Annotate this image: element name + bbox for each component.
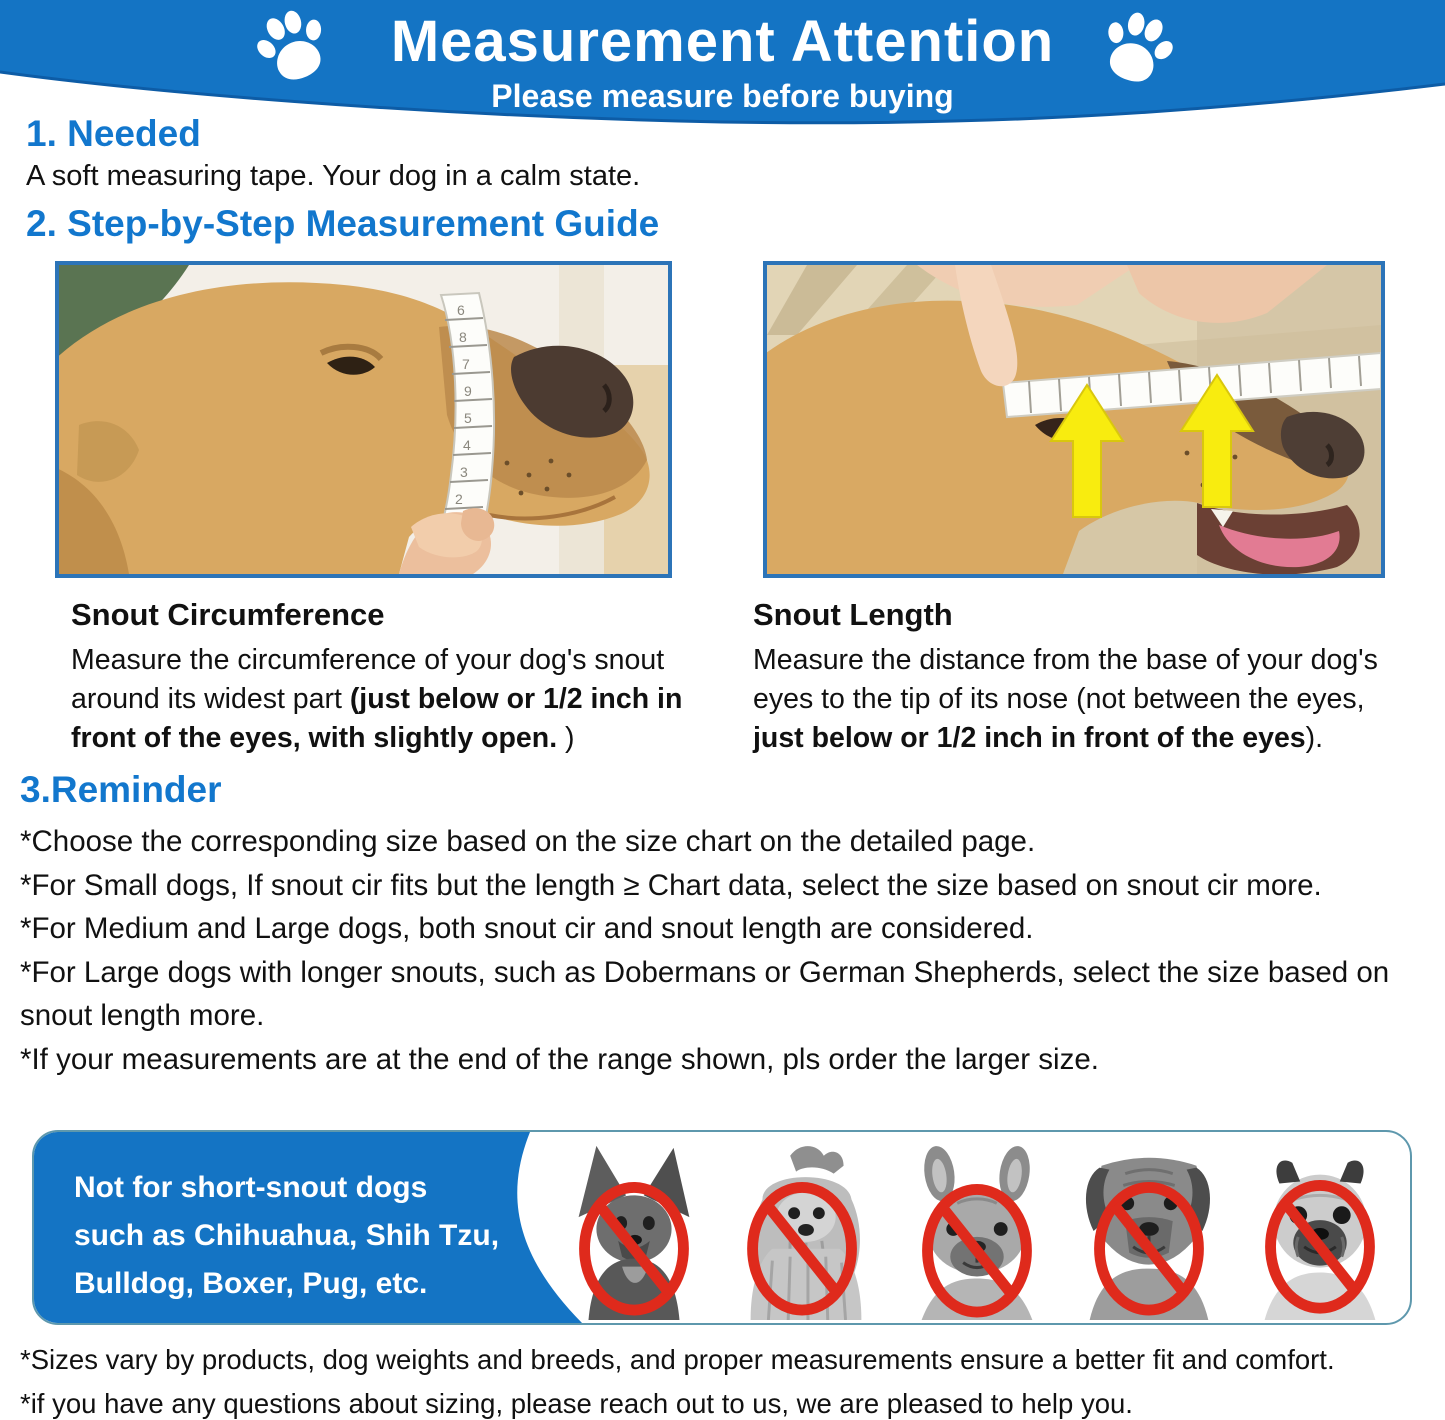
svg-text:8: 8 <box>459 329 467 345</box>
footer-notes <box>20 1338 1442 1420</box>
snout-circumference-caption <box>71 597 726 758</box>
not-for-short-snout-box <box>32 1130 1412 1325</box>
svg-text:9: 9 <box>464 383 472 399</box>
caption-title: Snout Circumference <box>71 597 385 632</box>
snout-circumference-illustration <box>59 265 668 574</box>
caption-title: Snout Length <box>753 597 953 632</box>
section-needed-heading: 1. Needed <box>26 113 201 154</box>
reminder-item: *For Small dogs, If snout cir fits but the length ≥ Chart data, select the size based on snout cir more. <box>20 868 1322 902</box>
svg-text:4: 4 <box>463 437 471 453</box>
reminder-item: *If your measurements are at the end of the range shown, pls order the larger size. <box>20 1042 1099 1076</box>
svg-text:5: 5 <box>464 410 472 426</box>
footer-note: *Sizes vary by products, dog weights and breeds, and proper measurements ensure a better fit and comfort. <box>20 1344 1335 1375</box>
snout-circumference-photo <box>55 261 672 578</box>
reminder-item: *For Large dogs with longer snouts, such as Dobermans or German Shepherds, select the size based on snout length more. <box>20 955 1390 1032</box>
snout-length-photo <box>763 261 1385 578</box>
reminder-list <box>20 820 1430 1081</box>
svg-text:6: 6 <box>457 302 465 318</box>
banned-dogs-row <box>548 1136 1404 1320</box>
dog-photo-pug <box>1234 1138 1404 1320</box>
snout-length-caption <box>753 597 1408 758</box>
section-reminder-heading: 3.Reminder <box>20 769 222 810</box>
header-subtitle: Please measure before buying <box>491 78 954 114</box>
dog-photo-shih-tzu <box>720 1138 890 1320</box>
dog-photo-boxer <box>1063 1138 1233 1320</box>
caption-text: Measure the distance from the base of your dog's eyes to the tip of its nose (not between the eyes, just below or 1/2 inch in front of the eyes). <box>753 644 1378 754</box>
reminder-item: *Choose the corresponding size based on the size chart on the detailed page. <box>20 825 1036 858</box>
dog-photo-chihuahua <box>548 1138 718 1320</box>
section-needed-body: A soft measuring tape. Your dog in a calm state. <box>26 160 641 192</box>
reminder-item: *For Medium and Large dogs, both snout cir and snout length are considered. <box>20 912 1034 945</box>
footer-note: *if you have any questions about sizing, please reach out to us, we are pleased to help you. <box>20 1388 1133 1419</box>
section-guide-heading: 2. Step-by-Step Measurement Guide <box>26 203 660 244</box>
dog-photo-french-bulldog <box>891 1138 1061 1320</box>
svg-text:7: 7 <box>462 356 470 372</box>
svg-text:2: 2 <box>455 491 463 507</box>
svg-text:3: 3 <box>460 464 468 480</box>
caption-text: Measure the circumference of your dog's snout around its widest part (just below or 1/2 inch in front of the eyes, with slightly open. ) <box>71 644 683 754</box>
page-title: Measurement Attention <box>390 9 1055 74</box>
warning-text: Not for short-snout dogs such as Chihuahua, Shih Tzu, Bulldog, Boxer, Pug, etc. <box>74 1171 500 1300</box>
snout-length-illustration <box>767 265 1381 574</box>
